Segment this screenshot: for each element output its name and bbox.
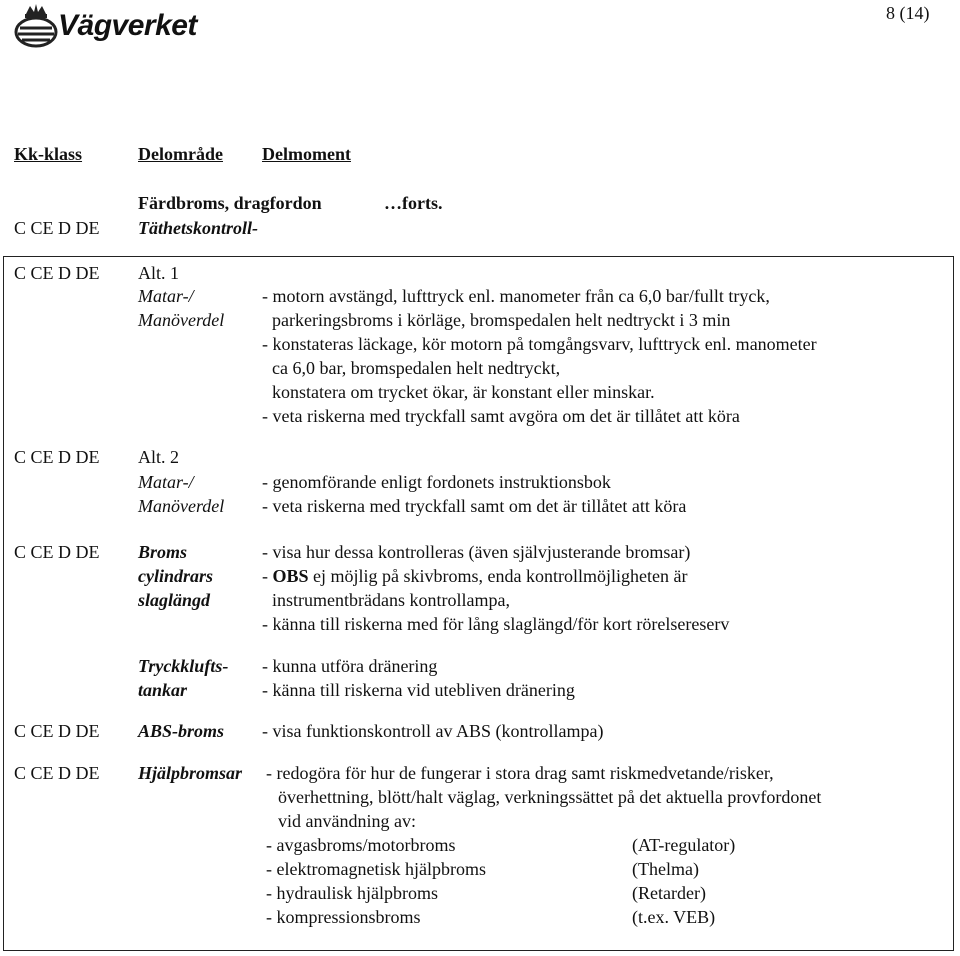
broms-sub: cylindrars — [138, 566, 214, 586]
hjalp-item-name: - avgasbroms/motorbroms — [266, 835, 456, 855]
broms-line-rest: ej möjlig på skivbroms, enda kontrollmöjligheten är — [308, 566, 688, 586]
abs-kk: C CE D DE — [14, 721, 100, 741]
hjalp-item-name: - hydraulisk hjälpbroms — [266, 883, 438, 903]
section-forts: …forts. — [384, 193, 443, 213]
page-number: 8 (14) — [886, 3, 930, 23]
column-header-kk-klass: Kk-klass — [14, 144, 83, 164]
alt2-line: - genomförande enligt fordonets instruktionsbok — [262, 472, 611, 492]
tank-sub: Tryckklufts- — [138, 656, 229, 676]
section-kk: C CE D DE — [14, 218, 100, 238]
alt1-line: parkeringsbroms i körläge, bromspedalen helt nedtryckt i 3 min — [272, 310, 731, 330]
broms-line: instrumentbrädans kontrollampa, — [272, 590, 510, 610]
alt1-line: - veta riskerna med tryckfall samt avgöra om det är tillåtet att köra — [262, 406, 740, 426]
section-subtitle: Täthetskontroll- — [138, 218, 259, 238]
crown-emblem-icon — [14, 2, 58, 50]
hjalp-sub: Hjälpbromsar — [138, 763, 243, 783]
tank-line: - känna till riskerna vid utebliven dränering — [262, 680, 575, 700]
column-header-delomrade: Delområde — [138, 144, 223, 164]
alt2-label: Alt. 2 — [138, 447, 180, 467]
alt2-kk: C CE D DE — [14, 447, 100, 467]
hjalp-kk: C CE D DE — [14, 763, 100, 783]
broms-line-obs — [262, 565, 687, 587]
abs-sub: ABS-broms — [138, 721, 225, 741]
hjalp-item-note: (AT-regulator) — [632, 835, 736, 855]
hjalp-line: - redogöra för hur de fungerar i stora drag samt riskmedvetande/risker, — [266, 763, 774, 783]
hjalp-item-note: (Thelma) — [632, 859, 699, 879]
broms-line: - känna till riskerna med för lång slaglängd/för kort rörelsereserv — [262, 614, 730, 634]
alt2-sub1: Matar-/ — [138, 472, 194, 492]
column-header-delmoment: Delmoment — [262, 144, 351, 164]
broms-line-prefix: - — [262, 566, 273, 586]
logo-wordmark: Vägverket — [58, 9, 197, 42]
alt1-sub1: Matar-/ — [138, 286, 194, 306]
alt1-kk: C CE D DE — [14, 263, 100, 283]
hjalp-line: överhettning, blött/halt väglag, verkningssättet på det aktuella provfordonet — [278, 787, 822, 807]
broms-sub: slaglängd — [138, 590, 211, 610]
alt1-line: - konstateras läckage, kör motorn på tomgångsvarv, lufttryck enl. manometer — [262, 334, 817, 354]
alt1-line: - motorn avstängd, lufttryck enl. manometer från ca 6,0 bar/fullt tryck, — [262, 286, 770, 306]
alt1-line: konstatera om trycket ökar, är konstant eller minskar. — [272, 382, 655, 402]
hjalp-item-name: - kompressionsbroms — [266, 907, 421, 927]
vagverket-logo — [14, 2, 224, 52]
alt1-sub2: Manöverdel — [138, 310, 225, 330]
broms-line: - visa hur dessa kontrolleras (även självjusterande bromsar) — [262, 542, 691, 562]
alt2-sub2: Manöverdel — [138, 496, 225, 516]
section-title: Färdbroms, dragfordon — [138, 193, 322, 213]
broms-kk: C CE D DE — [14, 542, 100, 562]
tank-sub: tankar — [138, 680, 188, 700]
hjalp-item-name: - elektromagnetisk hjälpbroms — [266, 859, 486, 879]
hjalp-item-note: (t.ex. VEB) — [632, 907, 716, 927]
hjalp-item-note: (Retarder) — [632, 883, 706, 903]
alt1-label: Alt. 1 — [138, 263, 180, 283]
broms-sub: Broms — [138, 542, 188, 562]
alt2-line: - veta riskerna med tryckfall samt om det är tillåtet att köra — [262, 496, 687, 516]
abs-line: - visa funktionskontroll av ABS (kontrollampa) — [262, 721, 604, 741]
obs-label: OBS — [272, 566, 309, 586]
alt1-line: ca 6,0 bar, bromspedalen helt nedtryckt, — [272, 358, 561, 378]
hjalp-line: vid användning av: — [278, 811, 416, 831]
tank-line: - kunna utföra dränering — [262, 656, 438, 676]
